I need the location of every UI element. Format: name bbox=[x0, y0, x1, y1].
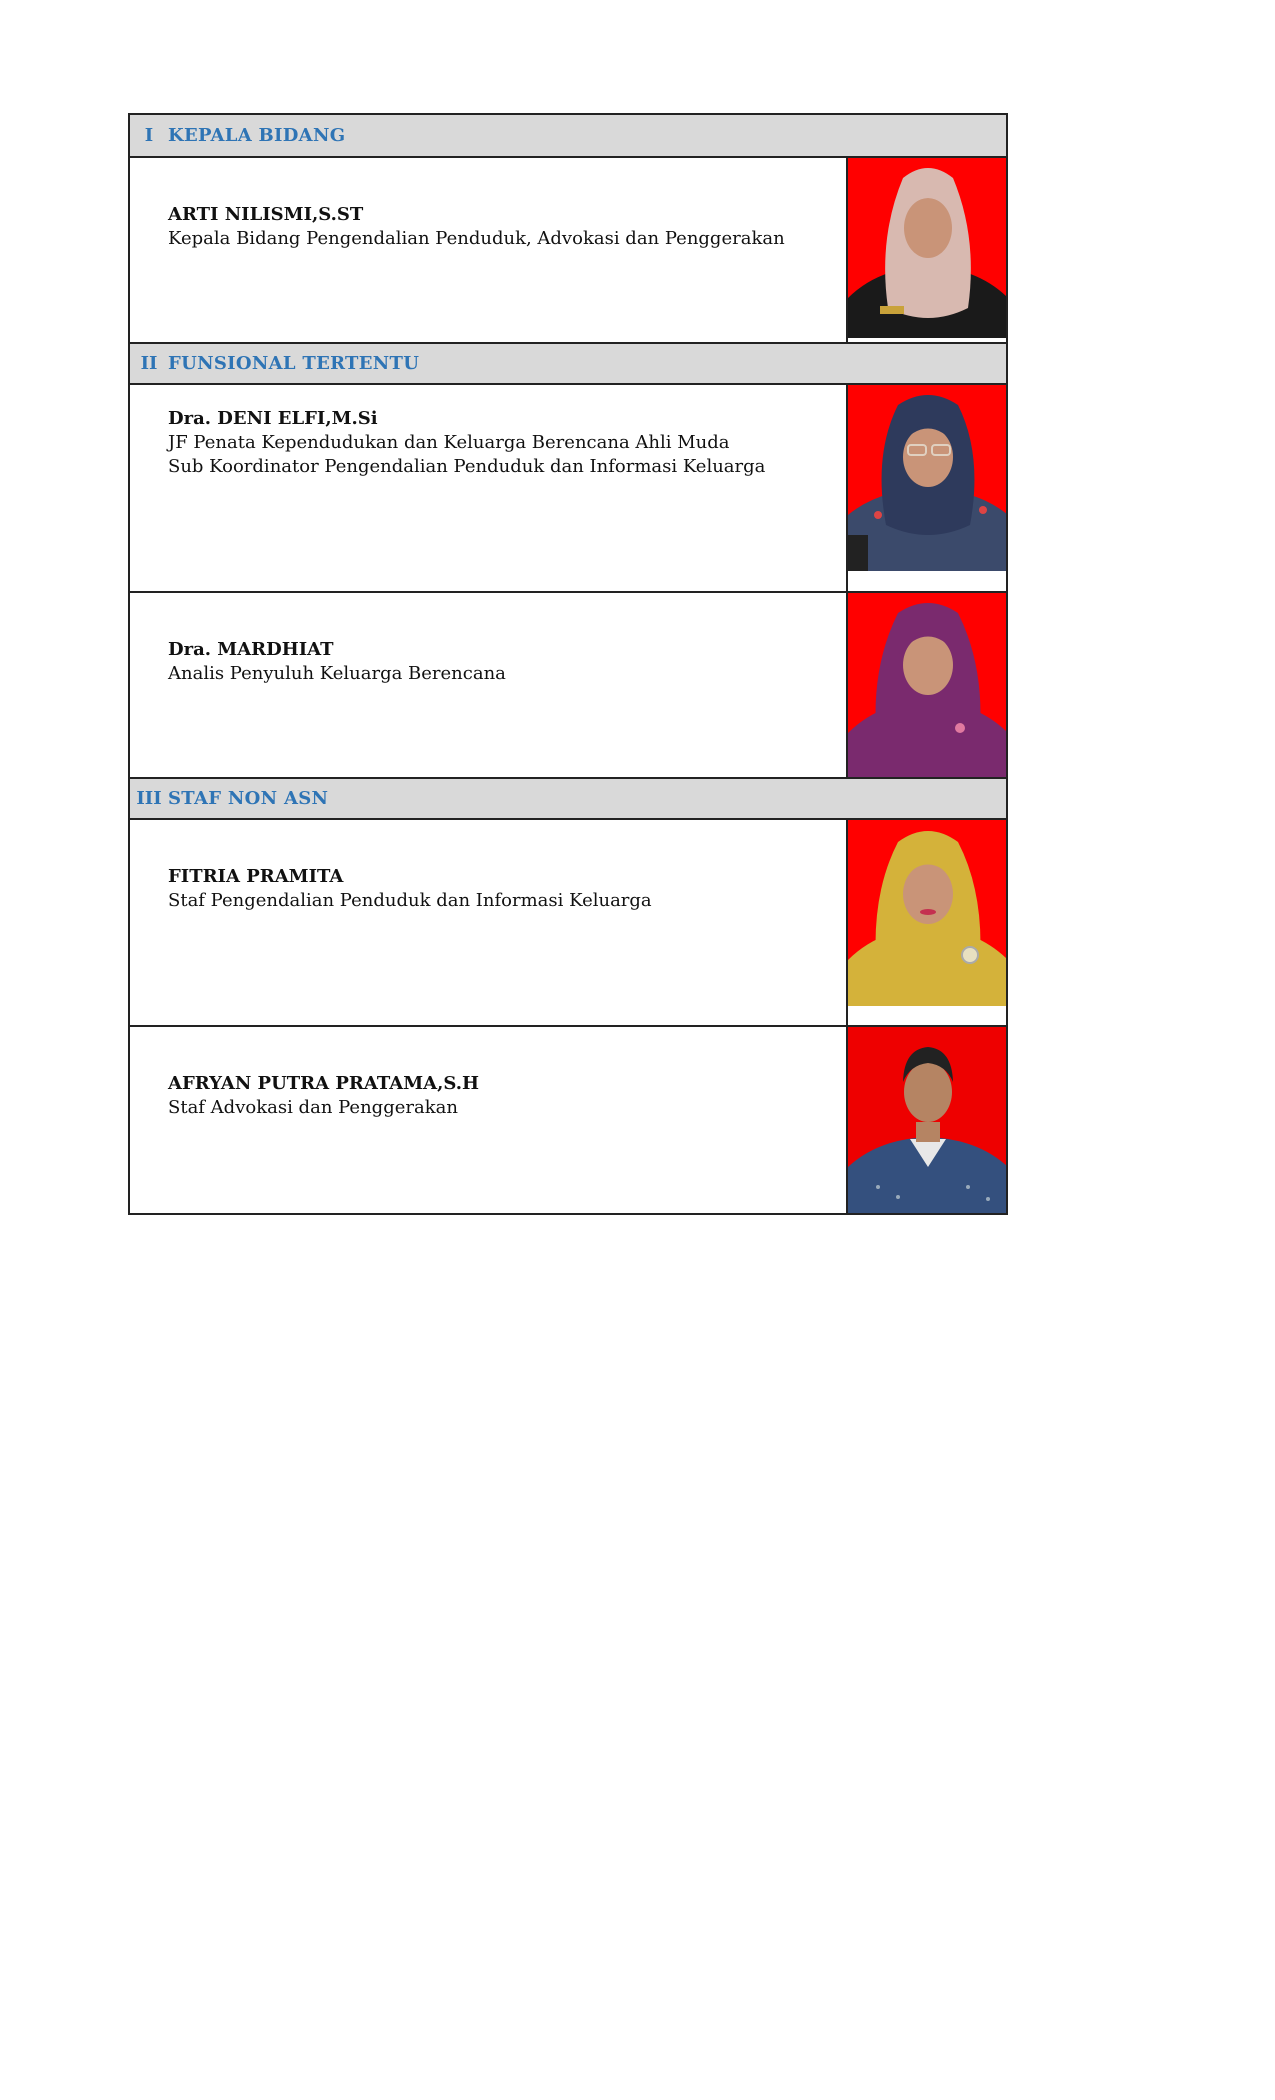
section-header-kepala-bidang bbox=[130, 115, 1006, 158]
section-number: II bbox=[140, 353, 158, 374]
person-photo bbox=[848, 820, 1006, 1006]
person-row bbox=[130, 593, 1006, 779]
section-number: I bbox=[144, 125, 154, 146]
person-role: Analis Penyuluh Keluarga Berencana bbox=[168, 663, 506, 684]
person-photo bbox=[848, 1027, 1006, 1213]
section-header-funsional-tertentu bbox=[130, 342, 1006, 385]
person-row bbox=[130, 820, 1006, 1027]
section-title: KEPALA BIDANG bbox=[168, 125, 346, 146]
person-photo bbox=[848, 593, 1006, 777]
photo-cell bbox=[846, 1027, 1006, 1213]
staff-table bbox=[128, 113, 1008, 1215]
person-role: Sub Koordinator Pengendalian Penduduk dan Informasi Keluarga bbox=[168, 456, 766, 477]
photo-cell bbox=[846, 158, 1006, 342]
section-header-staf-non-asn bbox=[130, 777, 1006, 820]
person-name: AFRYAN PUTRA PRATAMA,S.H bbox=[168, 1073, 479, 1094]
section-title: STAF NON ASN bbox=[168, 788, 329, 809]
person-photo bbox=[848, 385, 1006, 571]
person-role: Staf Pengendalian Penduduk dan Informasi Keluarga bbox=[168, 890, 652, 911]
section-title: FUNSIONAL TERTENTU bbox=[168, 353, 420, 374]
person-name: Dra. MARDHIAT bbox=[168, 639, 334, 660]
person-name: Dra. DENI ELFI,M.Si bbox=[168, 408, 378, 429]
person-row bbox=[130, 158, 1006, 344]
person-name: FITRIA PRAMITA bbox=[168, 866, 344, 887]
person-role: Kepala Bidang Pengendalian Penduduk, Advokasi dan Penggerakan bbox=[168, 228, 785, 249]
section-number: III bbox=[136, 788, 162, 809]
person-row bbox=[130, 1027, 1006, 1213]
person-role: JF Penata Kependudukan dan Keluarga Berencana Ahli Muda bbox=[168, 432, 730, 453]
photo-cell bbox=[846, 820, 1006, 1025]
photo-cell bbox=[846, 385, 1006, 591]
person-name: ARTI NILISMI,S.ST bbox=[168, 204, 364, 225]
person-row bbox=[130, 385, 1006, 593]
photo-cell bbox=[846, 593, 1006, 777]
person-photo bbox=[848, 158, 1006, 338]
person-role: Staf Advokasi dan Penggerakan bbox=[168, 1097, 458, 1118]
